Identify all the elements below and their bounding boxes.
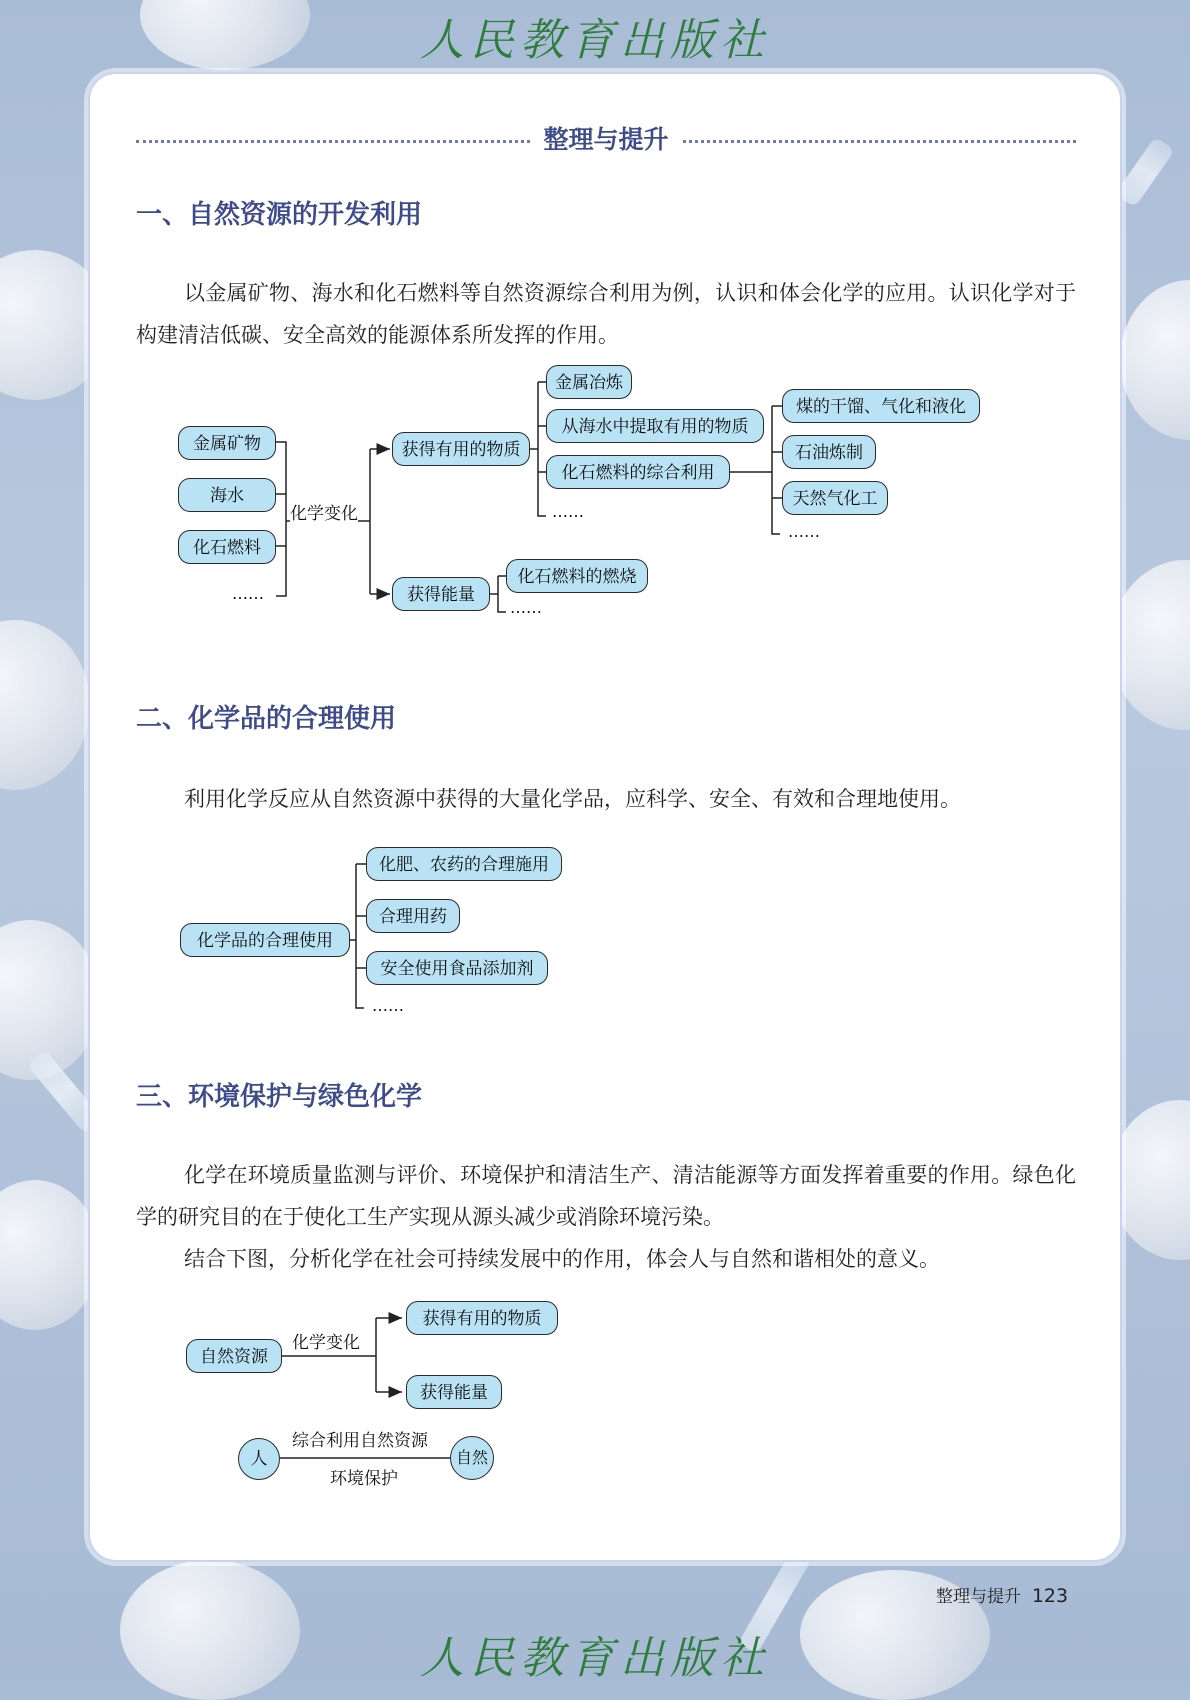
diagram-node-source: 化石燃料 bbox=[178, 530, 276, 564]
diagram-top-label: 综合利用自然资源 bbox=[292, 1431, 428, 1451]
diagram-ellipsis: …… bbox=[510, 598, 542, 617]
diagram-ellipsis: …… bbox=[232, 584, 264, 603]
diagram-node-item: 化石燃料的综合利用 bbox=[546, 455, 730, 489]
diagram-node-subitem: 煤的干馏、气化和液化 bbox=[782, 389, 980, 423]
diagram-node-output: 获得能量 bbox=[406, 1375, 502, 1409]
header-title: 整理与提升 bbox=[136, 120, 1076, 156]
diagram-node-item: 合理用药 bbox=[366, 899, 460, 933]
background-sphere bbox=[1110, 1100, 1190, 1260]
section-1-paragraph: 以金属矿物、海水和化石燃料等自然资源综合利用为例，认识和体会化学的应用。认识化学对于构建清洁低碳、安全高效的能源体系所发挥的作用。 bbox=[136, 281, 1076, 347]
diagram-node-human: 人 bbox=[238, 1438, 280, 1480]
diagram-node-item: 化肥、农药的合理施用 bbox=[366, 847, 562, 881]
publisher-logo-bottom: 人民教育出版社 bbox=[420, 1633, 770, 1684]
diagram-node-branch: 获得有用的物质 bbox=[392, 432, 530, 466]
diagram-node-item: 安全使用食品添加剂 bbox=[366, 951, 548, 985]
background-sphere bbox=[0, 1180, 100, 1330]
background-sphere bbox=[1120, 280, 1190, 440]
page-number: 123 bbox=[1031, 1585, 1069, 1607]
section-title-3: 三、环境保护与绿色化学 bbox=[136, 1082, 423, 1112]
diagram-node-item: 从海水中提取有用的物质 bbox=[546, 409, 764, 443]
background-sphere bbox=[0, 620, 90, 790]
diagram-node-source: 海水 bbox=[178, 478, 276, 512]
section-2-paragraph: 利用化学反应从自然资源中获得的大量化学品，应科学、安全、有效和合理地使用。 bbox=[184, 787, 961, 811]
diagram-node-root: 自然资源 bbox=[186, 1339, 282, 1373]
content-card bbox=[88, 72, 1122, 1562]
diagram-process-label: 化学变化 bbox=[292, 1328, 360, 1353]
diagram-node-branch: 获得能量 bbox=[392, 577, 490, 611]
background-rod bbox=[1115, 136, 1175, 207]
section-3-paragraph-2: 结合下图，分析化学在社会可持续发展中的作用，体会人与自然和谐相处的意义。 bbox=[184, 1247, 940, 1271]
diagram-process-label: 化学变化 bbox=[290, 499, 358, 524]
footer-label: 整理与提升 bbox=[936, 1587, 1021, 1607]
diagram-bottom-label: 环境保护 bbox=[330, 1469, 398, 1489]
diagram-ellipsis: …… bbox=[552, 502, 584, 521]
diagram-node-nature: 自然 bbox=[450, 1436, 494, 1480]
section-title-2: 二、化学品的合理使用 bbox=[136, 704, 397, 734]
section-3-paragraph-1: 化学在环境质量监测与评价、环境保护和清洁生产、清洁能源等方面发挥着重要的作用。绿色化学的研究目的在于使化工生产实现从源头减少或消除环境污染。 bbox=[136, 1163, 1076, 1229]
diagram-node-item: 金属冶炼 bbox=[546, 365, 632, 399]
section-title-1: 一、自然资源的开发利用 bbox=[136, 200, 423, 230]
diagram-node-output: 获得有用的物质 bbox=[406, 1301, 558, 1335]
diagram-node-subitem: 天然气化工 bbox=[782, 481, 888, 515]
background-sphere bbox=[1110, 560, 1190, 730]
publisher-logo-top: 人民教育出版社 bbox=[420, 15, 770, 66]
diagram-node-item: 化石燃料的燃烧 bbox=[506, 559, 648, 593]
page-footer bbox=[936, 1582, 1068, 1607]
diagram-node-root: 化学品的合理使用 bbox=[180, 923, 350, 957]
diagram-ellipsis: …… bbox=[788, 522, 820, 541]
diagram-node-subitem: 石油炼制 bbox=[782, 435, 876, 469]
diagram-ellipsis: …… bbox=[372, 996, 404, 1015]
diagram-node-source: 金属矿物 bbox=[178, 426, 276, 460]
